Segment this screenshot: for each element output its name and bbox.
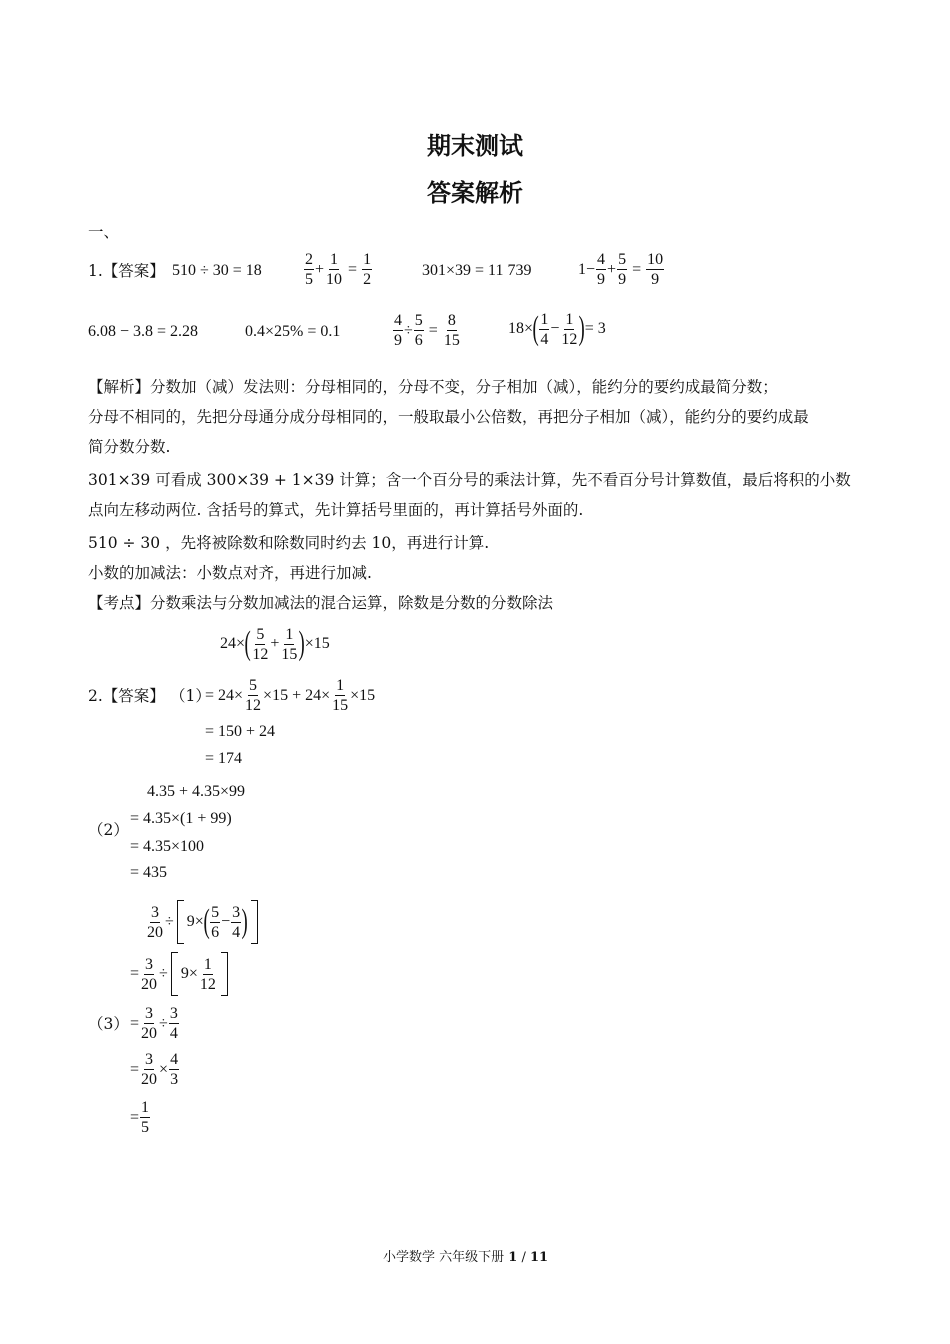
q2-part1-label: （1）	[170, 687, 211, 705]
q2-part3-line-3: = $\frac{3}{20}$ ÷ $\frac{3}{4}$	[130, 1005, 178, 1042]
q1-eq6: 0.4×25% = 0.1	[245, 323, 341, 340]
q2-part2-label: （2）	[88, 821, 129, 839]
footer	[383, 1246, 548, 1265]
q1-eq8: 18× ( $\frac{1}{4}$ − $\frac{1}{12}$ ) = 3	[508, 310, 606, 348]
analysis-line-2: 分母不相同的，先把分母通分成分母相同的，一般取最小公倍数，再把分子相加（减），能约分的要约成最	[88, 408, 809, 426]
q2-step-2: = 150 + 24	[205, 723, 276, 740]
q2-expr-1: 24× ( $\frac{5}{12}$ + $\frac{1}{15}$ ) ×15	[220, 625, 330, 663]
q2-part2-line-2: = 4.35×(1 + 99)	[130, 810, 232, 827]
q2-step-1: = 24× $\frac{5}{12}$ ×15 + 24× $\frac{1}{15}$ ×15	[205, 677, 376, 714]
footer-sep: /	[521, 1250, 526, 1265]
q1-eq5: 6.08 − 3.8 = 2.28	[88, 323, 199, 340]
section-heading: 一、	[88, 223, 120, 241]
q2-part3-line-2: = $\frac{3}{20}$ ÷ 9× $\frac{1}{12}$	[130, 952, 231, 996]
analysis-line-7: 小数的加减法：小数点对齐，再进行加减.	[88, 564, 372, 582]
q1-eq4: 1− $\frac{4}{9}$ + $\frac{5}{9}$ = $\frac{10}{9}$	[578, 251, 664, 288]
q2-label: 2.【答案】	[88, 687, 165, 705]
q2-part3-line-5: = $\frac{1}{5}$	[130, 1099, 150, 1136]
footer-page: 1	[508, 1250, 518, 1265]
analysis-line-5: 点向左移动两位. 含括号的算式，先计算括号里面的，再计算括号外面的.	[88, 501, 584, 519]
q1-eq2: $\frac{2}{5}$ + $\frac{1}{10}$ = $\frac{1}{2}$	[305, 251, 372, 288]
q2-part2-line-4: = 435	[130, 864, 168, 881]
q1-eq1: 510 ÷ 30 = 18	[172, 262, 262, 279]
q1-eq3: 301×39 = 11 739	[422, 262, 532, 279]
q2-step-3: = 174	[205, 750, 243, 767]
footer-text: 小学数学 六年级下册	[383, 1250, 505, 1265]
footer-total: 11	[530, 1250, 549, 1265]
analysis-line-3: 简分数分数.	[88, 438, 171, 456]
analysis-line-8: 【考点】分数乘法与分数加减法的混合运算，除数是分数的分数除法	[88, 594, 554, 612]
q1-label: 1.【答案】	[88, 262, 165, 280]
analysis-line-6: 510 ÷ 30 ，先将被除数和除数同时约去 10，再进行计算.	[88, 534, 490, 552]
page-subtitle: 答案解析	[427, 179, 523, 207]
q2-part2-line-1: 4.35 + 4.35×99	[147, 783, 246, 800]
analysis-line-4: 301×39 可看成 300×39 + 1×39 计算；含一个百分号的乘法计算，先不看百分号计算数值，最后将积的小数	[88, 471, 851, 489]
page-title: 期末测试	[427, 132, 523, 160]
q1-eq7: $\frac{4}{9}$ ÷ $\frac{5}{6}$ = $\frac{8}{15}$	[394, 312, 460, 349]
q2-part2-line-3: = 4.35×100	[130, 838, 205, 855]
q2-part3-line-1: $\frac{3}{20}$ ÷ 9× ( $\frac{5}{6}$ − $\frac{3}{4}$ )	[145, 900, 261, 944]
analysis-line-1: 【解析】分数加（减）发法则：分母相同的，分母不变，分子相加（减），能约分的要约成最简分数；	[88, 378, 778, 396]
q2-part3-label: （3）	[88, 1015, 129, 1033]
q2-part3-line-4: = $\frac{3}{20}$ × $\frac{4}{3}$	[130, 1051, 179, 1088]
